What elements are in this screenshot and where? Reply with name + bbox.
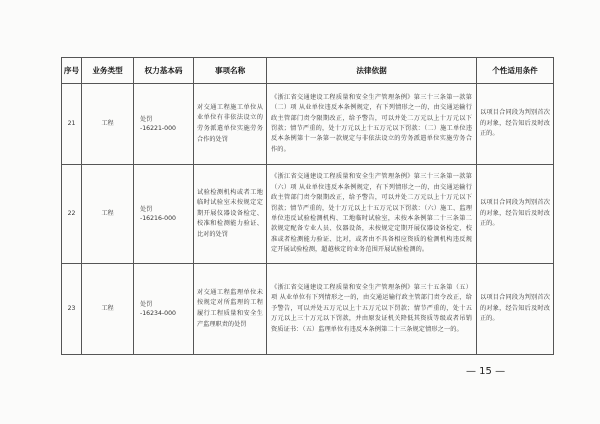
row-type: 工程	[82, 84, 134, 165]
row-basis: 《浙江省交通建设工程质量和安全生产管理条例》第三十五条第（五）项 从业单位有下列情形之一的，由交通运输行政主管部门责令改正，给予警告，可以并处五万元以上十五万元以下罚款；情节严重的，处十五万元以上三十万元以下罚款，并由原发证机关降低其资质等级或者吊销资质证书：（五）监理单位有违反本条例第二十三条规定情形之一的。	[267, 264, 477, 355]
header-seq: 序号	[62, 58, 82, 84]
row-seq: 22	[62, 165, 82, 264]
table-row	[62, 84, 554, 165]
row-basis: 《浙江省交通建设工程质量和安全生产管理条例》第三十三条第一款第（六）项 从业单位违反本条例规定，有下列情形之一的，由交通运输行政主管部门责令限期改正，给予警告，可以并处二万元以上十万元以下罚款；情节严重的，处十万元以上十五万元以下罚款：（六）施工、监理单位违反试验检测机构、工地临时试验室，未按本条例第二十三条第二款规定配备专业人员、仪器设备，未按规定定期开展仪器设备检定、校准或者检测能力验证、比对，或者由不具备相应资质的检测机构违反规定开展试验检测，超越核定的业务范围开展试验检测的。	[267, 165, 477, 264]
row-cond: 以项目合同段为判别首次的对象，经告知后及时改正的。	[477, 264, 554, 355]
header-code: 权力基本码	[134, 58, 194, 84]
row-code	[134, 84, 194, 165]
table-header-row	[62, 58, 554, 84]
table-row	[62, 264, 554, 355]
row-name: 试验检测机构或者工地临时试验室未按规定定期开展仪器设备检定、校准和检测能力验证、比对的处罚	[194, 165, 267, 264]
row-code-number: -16234-000	[140, 310, 176, 317]
page-number: — 15 —	[466, 366, 506, 377]
header-name: 事项名称	[194, 58, 267, 84]
row-name: 对交通工程施工单位从业单位有非依法设立的劳务派遣单位实施劳务合作的处罚	[194, 84, 267, 165]
row-code-number: -16221-000	[140, 125, 176, 132]
row-code	[134, 264, 194, 355]
row-cond: 以项目合同段为判别首次的对象，经告知后及时改正的。	[477, 165, 554, 264]
header-type: 业务类型	[82, 58, 134, 84]
rules-table	[61, 57, 554, 355]
row-basis: 《浙江省交通建设工程质量和安全生产管理条例》第三十三条第一款第（二）项 从业单位违反本条例规定，有下列情形之一的，由交通运输行政主管部门责令限期改正，给予警告，可以并处二万元以上十万元以下罚款；情节严重的，处十万元以上十五万元以下罚款：（二）施工单位违反本条例第十一条第一款规定与非依法设立的劳务派遣单位实施劳务合作的。	[267, 84, 477, 165]
row-code-number: -16216-000	[140, 215, 176, 222]
row-code-kind: 处罚	[140, 116, 153, 123]
table-row	[62, 165, 554, 264]
row-type: 工程	[82, 165, 134, 264]
row-type: 工程	[82, 264, 134, 355]
row-code-kind: 处罚	[140, 301, 153, 308]
header-cond: 个性适用条件	[477, 58, 554, 84]
row-name: 对交通工程监理单位未按规定对所监理的工程履行工程质量和安全生产监理职责的处罚	[194, 264, 267, 355]
row-code-kind: 处罚	[140, 206, 153, 213]
header-basis: 法律依据	[267, 58, 477, 84]
row-code	[134, 165, 194, 264]
row-seq: 21	[62, 84, 82, 165]
row-cond: 以项目合同段为判别首次的对象，经告知后及时改正的。	[477, 84, 554, 165]
row-seq: 23	[62, 264, 82, 355]
